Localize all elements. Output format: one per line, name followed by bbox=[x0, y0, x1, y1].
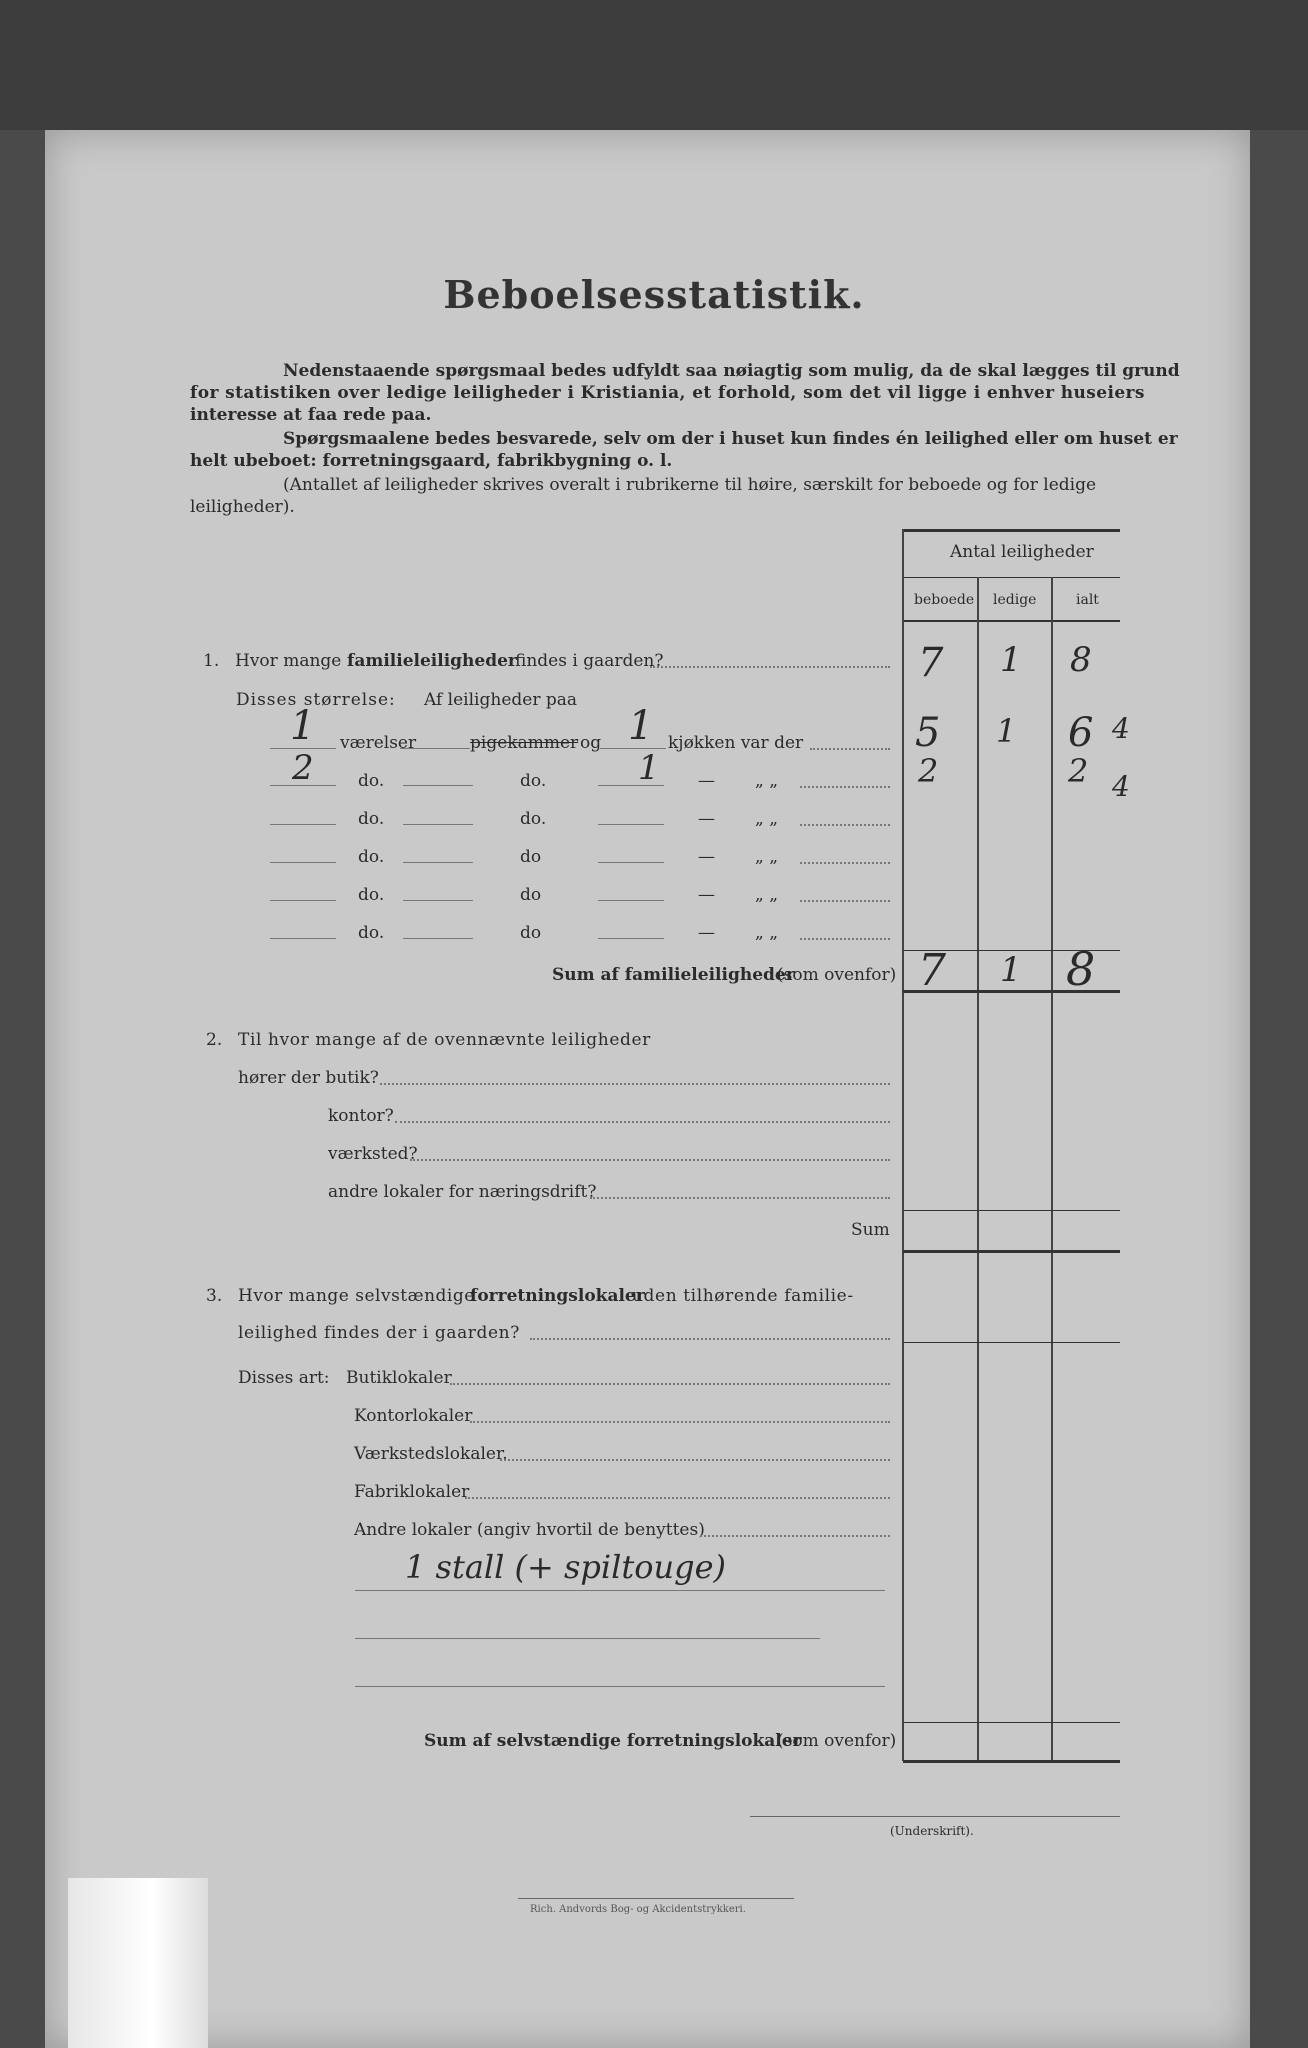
col-header-beboede: beboede bbox=[914, 592, 975, 608]
row4-dash: — bbox=[698, 847, 715, 867]
row6-quote: „ „ bbox=[755, 923, 779, 943]
row5-do-2: do bbox=[520, 885, 542, 905]
q1-size-label-2: Af leiligheder paa bbox=[424, 690, 577, 710]
q2-text: Til hvor mange af de ovennævnte leiligheder bbox=[238, 1030, 651, 1050]
intro-line-7: leiligheder). bbox=[190, 497, 295, 517]
row5-dash: — bbox=[698, 885, 715, 905]
row4-kitchens-blank bbox=[598, 862, 664, 863]
q2-sum-bottom-rule bbox=[903, 1250, 1120, 1253]
q1-sum-ialt: 8 bbox=[1066, 942, 1096, 996]
row1-ledige: 1 bbox=[996, 712, 1017, 750]
table-col-divider-2 bbox=[1051, 577, 1053, 1761]
q1-number: 1. bbox=[203, 651, 220, 671]
q2-sum-label: Sum bbox=[851, 1220, 890, 1240]
row1-rooms-value: 1 bbox=[290, 703, 316, 749]
printer-rule bbox=[518, 1898, 794, 1899]
row2-note: 4 bbox=[1112, 770, 1130, 803]
row1-blank bbox=[400, 748, 470, 749]
table-left-border bbox=[902, 529, 904, 1761]
row1-ialt: 6 bbox=[1068, 710, 1094, 756]
row1-vaerelser: værelser bbox=[340, 733, 417, 753]
row4-do-2: do bbox=[520, 847, 542, 867]
intro-line-1: Nedenstaaende spørgsmaal bedes udfyldt saa nøiagtig som mulig, da de skal lægges til grund bbox=[283, 361, 1180, 381]
q3-text-pre: Hvor mange selvstændige bbox=[238, 1286, 475, 1306]
q1-answer-beboede: 7 bbox=[918, 640, 944, 686]
q3-item-fabrik: Fabriklokaler bbox=[354, 1482, 470, 1502]
row1-pigekammer: pigekammer bbox=[470, 733, 579, 753]
table-header-rule bbox=[903, 577, 1120, 578]
row3-quote: „ „ bbox=[755, 809, 779, 829]
q3-fabrik-dots bbox=[465, 1497, 890, 1499]
row2-do-2: do. bbox=[520, 771, 547, 791]
q2-butik-dots bbox=[380, 1083, 890, 1085]
q1-sum-post: (som ovenfor) bbox=[777, 965, 897, 985]
row3-rooms-blank bbox=[270, 824, 336, 825]
q3-art-label: Disses art: bbox=[238, 1368, 330, 1388]
q3-item-butik: Butiklokaler bbox=[346, 1368, 452, 1388]
row1-beboede: 5 bbox=[915, 710, 941, 756]
q3-handwritten-entry: 1 stall (+ spiltouge) bbox=[405, 1548, 727, 1586]
row4-do-1: do. bbox=[358, 847, 385, 867]
q1-sum-beboede: 7 bbox=[918, 945, 946, 996]
q3-blank-line-3 bbox=[355, 1686, 885, 1687]
q2-number: 2. bbox=[206, 1030, 223, 1050]
q1-text-bold: familieleiligheder bbox=[347, 651, 517, 671]
table-colhead-rule bbox=[903, 620, 1120, 622]
row6-blank bbox=[403, 938, 473, 939]
intro-line-4: Spørgsmaalene bedes besvarede, selv om der i huset kun findes én leilighed eller om huset er bbox=[283, 429, 1178, 449]
q3-sum-label: Sum af selvstændige forretningslokaler bbox=[424, 1731, 802, 1751]
printer-imprint: Rich. Andvords Bog- og Akcidentstrykkeri. bbox=[530, 1904, 746, 1915]
row2-dash: — bbox=[698, 771, 715, 791]
q3-kontor-dots bbox=[470, 1421, 890, 1423]
row3-do-1: do. bbox=[358, 809, 385, 829]
q1-size-label: Disses størrelse: bbox=[236, 690, 396, 710]
page-title: Beboelsesstatistik. bbox=[443, 272, 865, 317]
row1-og: og bbox=[580, 733, 602, 753]
row6-rooms-blank bbox=[270, 938, 336, 939]
row3-blank bbox=[403, 824, 473, 825]
row3-leader-dots bbox=[800, 824, 890, 826]
table-top-rule bbox=[903, 529, 1120, 532]
q3-sum-top-rule bbox=[903, 1722, 1120, 1723]
q3-vaerksted-dots bbox=[500, 1459, 890, 1461]
row3-kitchens-blank bbox=[598, 824, 664, 825]
row5-rooms-blank bbox=[270, 900, 336, 901]
intro-line-6: (Antallet af leiligheder skrives overalt i rubrikerne til høire, særskilt for beboede og for ledige bbox=[283, 475, 1097, 495]
row2-blank bbox=[403, 785, 473, 786]
row4-quote: „ „ bbox=[755, 847, 779, 867]
row4-leader-dots bbox=[800, 862, 890, 864]
row2-do-1: do. bbox=[358, 771, 385, 791]
q3-number: 3. bbox=[206, 1286, 223, 1306]
signature-line bbox=[750, 1816, 1120, 1817]
row3-dash: — bbox=[698, 809, 715, 829]
row1-kitchens-value: 1 bbox=[628, 703, 654, 749]
q2-kontor-dots bbox=[395, 1121, 890, 1123]
q2-andre: andre lokaler for næringsdrift? bbox=[328, 1182, 597, 1202]
q1-answer-ledige: 1 bbox=[1000, 640, 1022, 680]
row5-kitchens-blank bbox=[598, 900, 664, 901]
scan-glare bbox=[68, 1878, 208, 2048]
q2-sum-top-rule bbox=[903, 1210, 1120, 1211]
q3-sum-bottom-rule bbox=[903, 1760, 1120, 1763]
row2-rooms-value: 2 bbox=[292, 748, 314, 788]
row2-ialt: 2 bbox=[1068, 752, 1089, 790]
intro-line-5: helt ubeboet: forretningsgaard, fabrikbygning o. l. bbox=[190, 451, 673, 471]
row4-blank bbox=[403, 862, 473, 863]
q3-blank-line-2 bbox=[355, 1638, 820, 1639]
row5-leader-dots bbox=[800, 900, 890, 902]
col-header-ledige: ledige bbox=[993, 592, 1037, 608]
col-header-ialt: ialt bbox=[1076, 592, 1099, 608]
q3-answer-rule bbox=[903, 1342, 1120, 1343]
row2-kitchens-value: 1 bbox=[638, 748, 660, 788]
table-group-header: Antal leiligheder bbox=[950, 542, 1094, 562]
row2-quote: „ „ bbox=[755, 771, 779, 791]
q1-answer-ialt: 8 bbox=[1070, 640, 1092, 680]
row2-leader-dots bbox=[800, 786, 890, 788]
q1-sum-label: Sum af familieleiligheder bbox=[552, 965, 795, 985]
row6-do-2: do bbox=[520, 923, 542, 943]
signature-label: (Underskrift). bbox=[890, 1824, 974, 1838]
q2-vaerksted: værksted? bbox=[328, 1144, 418, 1164]
row1-leader-dots bbox=[810, 748, 890, 750]
intro-line-3: interesse at faa rede paa. bbox=[190, 405, 432, 425]
row6-leader-dots bbox=[800, 938, 890, 940]
table-col-divider-1 bbox=[977, 577, 979, 1761]
q3-text-bold: forretningslokaler bbox=[470, 1286, 645, 1306]
q1-sum-ledige: 1 bbox=[1000, 950, 1022, 990]
q2-kontor: kontor? bbox=[328, 1106, 394, 1126]
q2-andre-dots bbox=[590, 1197, 890, 1199]
q2-vaerksted-dots bbox=[410, 1159, 890, 1161]
row1-kjokken: kjøkken var der bbox=[668, 733, 804, 753]
row6-do-1: do. bbox=[358, 923, 385, 943]
scan-background bbox=[0, 0, 1308, 130]
q3-item-vaerksted: Værkstedslokaler. bbox=[354, 1444, 508, 1464]
q3-item-kontor: Kontorlokaler bbox=[354, 1406, 473, 1426]
row5-quote: „ „ bbox=[755, 885, 779, 905]
q3-sum-post: (som ovenfor) bbox=[777, 1731, 897, 1751]
row4-rooms-blank bbox=[270, 862, 336, 863]
q1-text-post: findes i gaarden? bbox=[515, 651, 664, 671]
intro-line-2: for statistiken over ledige leiligheder i Kristiania, et forhold, som det vil ligge i enhver huseiers bbox=[190, 383, 1145, 403]
q1-leader-dots bbox=[650, 666, 890, 668]
row2-beboede: 2 bbox=[918, 752, 939, 790]
row5-do-1: do. bbox=[358, 885, 385, 905]
row5-blank bbox=[403, 900, 473, 901]
q3-text-post: uden tilhørende familie- bbox=[632, 1286, 854, 1306]
row6-dash: — bbox=[698, 923, 715, 943]
row3-do-2: do. bbox=[520, 809, 547, 829]
q3-item-andre: Andre lokaler (angiv hvortil de benyttes) bbox=[354, 1520, 705, 1540]
q2-butik: hører der butik? bbox=[238, 1068, 379, 1088]
row1-note: 4 bbox=[1112, 712, 1130, 745]
q1-text-pre: Hvor mange bbox=[235, 651, 342, 671]
q3-andre-dots bbox=[700, 1535, 890, 1537]
row6-kitchens-blank bbox=[598, 938, 664, 939]
q3-line2-dots bbox=[530, 1338, 890, 1340]
q3-blank-line-1 bbox=[355, 1590, 885, 1591]
q3-line2: leilighed findes der i gaarden? bbox=[238, 1323, 520, 1343]
q3-butik-dots bbox=[450, 1383, 890, 1385]
